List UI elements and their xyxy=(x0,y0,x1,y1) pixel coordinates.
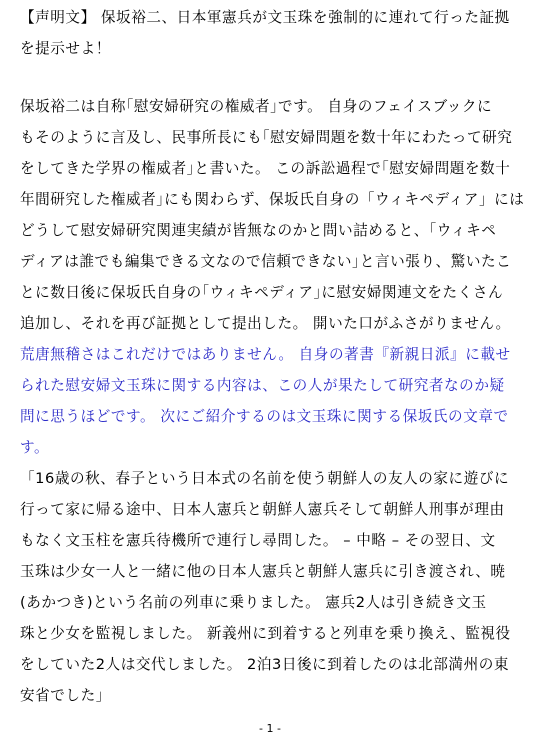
quote-line: 安省でした」 xyxy=(20,687,111,704)
quote-line: もなく文玉柱を憲兵待機所で連行し尋問した。 – 中略 – その翌日、文 xyxy=(20,532,496,549)
paragraph-line: どうして慰安婦研究関連実績が皆無なのかと問い詰めると、「ウィキペ xyxy=(20,222,497,239)
quote-line: 珠と少女を監視しました。 新義州に到着すると列車を乗り換え、監視役 xyxy=(20,625,511,642)
paragraph-line: 追加し、それを再び証拠として提出した。 開いた口がふさがりません。 xyxy=(20,315,511,332)
paragraph-line: ディアは誰でも編集できる文なので信頼できない｣と言い張り、驚いたこ xyxy=(20,253,512,270)
quote-line: 行って家に帰る途中、日本人憲兵と朝鮮人憲兵そして朝鮮人刑事が理由 xyxy=(20,501,505,518)
paragraph-line: 保坂裕二は自称｢慰安婦研究の権威者｣です。 自身のフェイスブックに xyxy=(20,98,493,115)
page-number: - 1 - xyxy=(259,722,281,735)
paragraph-line: もそのように言及し、民事所長にも｢慰安婦問題を数十年にわたって研究 xyxy=(20,129,513,146)
paragraph-line-blue: られた慰安婦文玉珠に関する内容は、この人が果たして研究者なのか疑 xyxy=(20,377,505,394)
paragraph-line-blue: す。 xyxy=(20,439,50,456)
paragraph-line-blue: 問に思うほどです。 次にご紹介するのは文玉珠に関する保坂氏の文章で xyxy=(20,408,509,425)
quote-line: (あかつき)という名前の列車に乗りました。 憲兵2人は引き続き文玉 xyxy=(20,594,487,611)
quote-line: をしていた2人は交代しました。 2泊3日後に到着したのは北部満州の東 xyxy=(20,656,510,673)
paragraph-line: 年間研究した権威者｣にも関わらず、保坂氏自身の「ウィキペディア」には xyxy=(20,191,525,208)
statement-title-line-2: を提示せよ！ xyxy=(20,40,111,57)
statement-title-line-1: 【声明文】 保坂裕二、日本軍憲兵が文玉珠を強制的に連れて行った証拠 xyxy=(20,9,510,26)
paragraph-line-blue: 荒唐無稽さはこれだけではありません。 自身の著書『新親日派』に載せ xyxy=(20,346,511,363)
quote-line: 玉珠は少女一人と一緒に他の日本人憲兵と朝鮮人憲兵に引き渡され、暁 xyxy=(20,563,506,580)
paragraph-line: とに数日後に保坂氏自身の｢ウィキペディア｣に慰安婦関連文をたくさん xyxy=(20,284,504,301)
quote-line: 「16歳の秋、春子という日本式の名前を使う朝鮮人の友人の家に遊びに xyxy=(20,470,510,487)
paragraph-line: をしてきた学界の権威者｣と書いた。 この訴訟過程で｢慰安婦問題を数十 xyxy=(20,160,511,177)
